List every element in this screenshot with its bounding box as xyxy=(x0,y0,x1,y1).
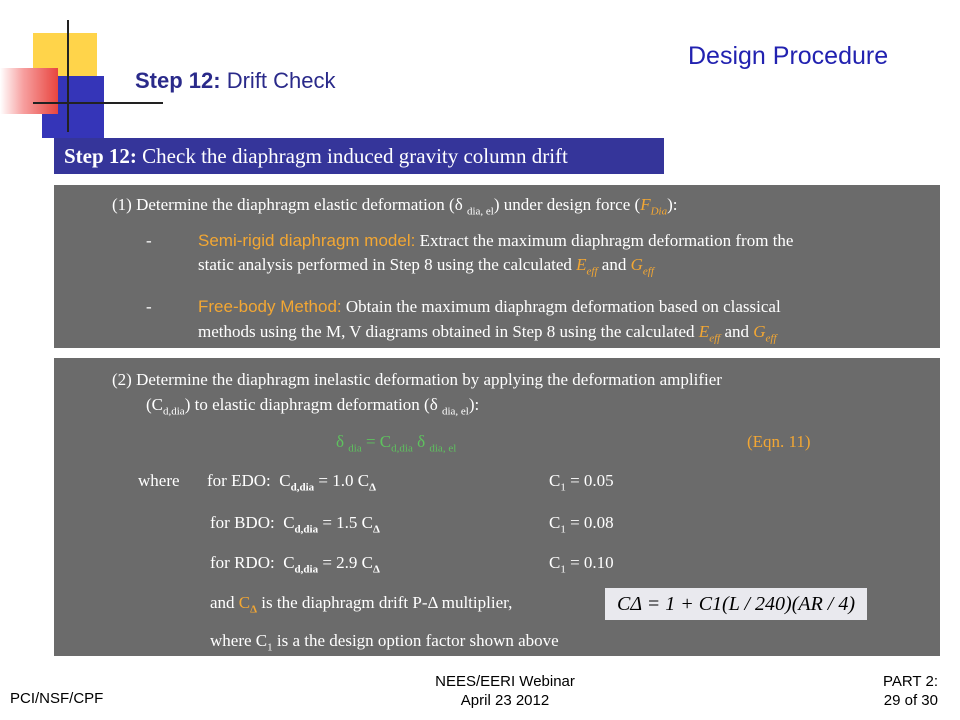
where-label: where xyxy=(138,471,180,490)
equation-label: (Eqn. 11) xyxy=(747,432,811,451)
bullet-semi-rigid: Semi-rigid diaphragm model: Extract the maximum diaphragm deformation from the xyxy=(198,231,794,250)
rdo-row: for RDO: $C_{d,dia} = 2.9$ $C_\Delta$ xyxy=(210,553,380,576)
rdo-c1: $C_1 = 0.10$ xyxy=(549,553,614,576)
bdo-row: for BDO: $C_{d,dia} = 1.5$ $C_\Delta$ xyxy=(210,513,380,536)
panel1-heading: (1) Determine the diaphragm elastic deformation (δ $_{dia, el}$) under design force $(F_{Dia})$: xyxy=(112,195,678,218)
logo-horizontal-line xyxy=(33,102,163,104)
page-title: Design Procedure xyxy=(688,42,889,70)
bullet-dash: - xyxy=(146,231,152,250)
banner-step-label: Step 12: xyxy=(64,144,137,168)
banner-text: Check the diaphragm induced gravity column drift xyxy=(142,144,568,168)
step-banner xyxy=(54,138,664,174)
elastic-deformation-panel xyxy=(54,185,940,348)
footer-page: PART 2: 29 of 30 xyxy=(882,673,938,709)
logo-red-square xyxy=(0,68,58,114)
multiplier-note: and $C_\Delta$ is the diaphragm drift P-Δ multiplier, xyxy=(210,593,513,616)
bullet-free-body: Free-body Method: Obtain the maximum diaphragm deformation based on classical xyxy=(198,297,781,316)
subtitle-step-name: Drift Check xyxy=(226,68,336,93)
panel2-heading: (2) Determine the diaphragm inelastic deformation by applying the deformation amplifier xyxy=(112,370,722,389)
edo-row: for EDO: $C_{d,dia} = 1.0$ $C_\Delta$ xyxy=(207,471,376,494)
edo-c1: $C_1 = 0.05$ xyxy=(549,471,614,494)
subtitle-step-label: Step 12: xyxy=(135,68,221,93)
panel2-heading-line2: $(C_{d,dia})$ to elastic diaphragm deformation (δ $_{dia, el}$): xyxy=(146,395,480,418)
design-option-note: where $C_1$ is a the design option factor shown above xyxy=(210,631,559,654)
equation-11: δ $_{dia} = C_{d,dia}$ δ $_{dia, el}$ xyxy=(336,432,457,455)
page-subtitle xyxy=(135,68,336,94)
bullet-dash-2: - xyxy=(146,297,152,316)
footer-organization: PCI/NSF/CPF xyxy=(10,690,104,707)
multiplier-formula: CΔ = 1 + C1(L / 240)(AR / 4) xyxy=(605,588,867,620)
footer-event: NEES/EERI Webinar April 23 2012 xyxy=(435,673,575,709)
logo-vertical-line xyxy=(67,20,69,132)
bdo-c1: $C_1 = 0.08$ xyxy=(549,513,614,536)
bullet-free-body-line2: methods using the M, V diagrams obtained in Step 8 using the calculated $E_{eff}$ and $G_{eff}$ xyxy=(198,322,777,345)
bullet-semi-rigid-line2: static analysis performed in Step 8 using the calculated $E_{eff}$ and $G_{eff}$ xyxy=(198,255,654,278)
